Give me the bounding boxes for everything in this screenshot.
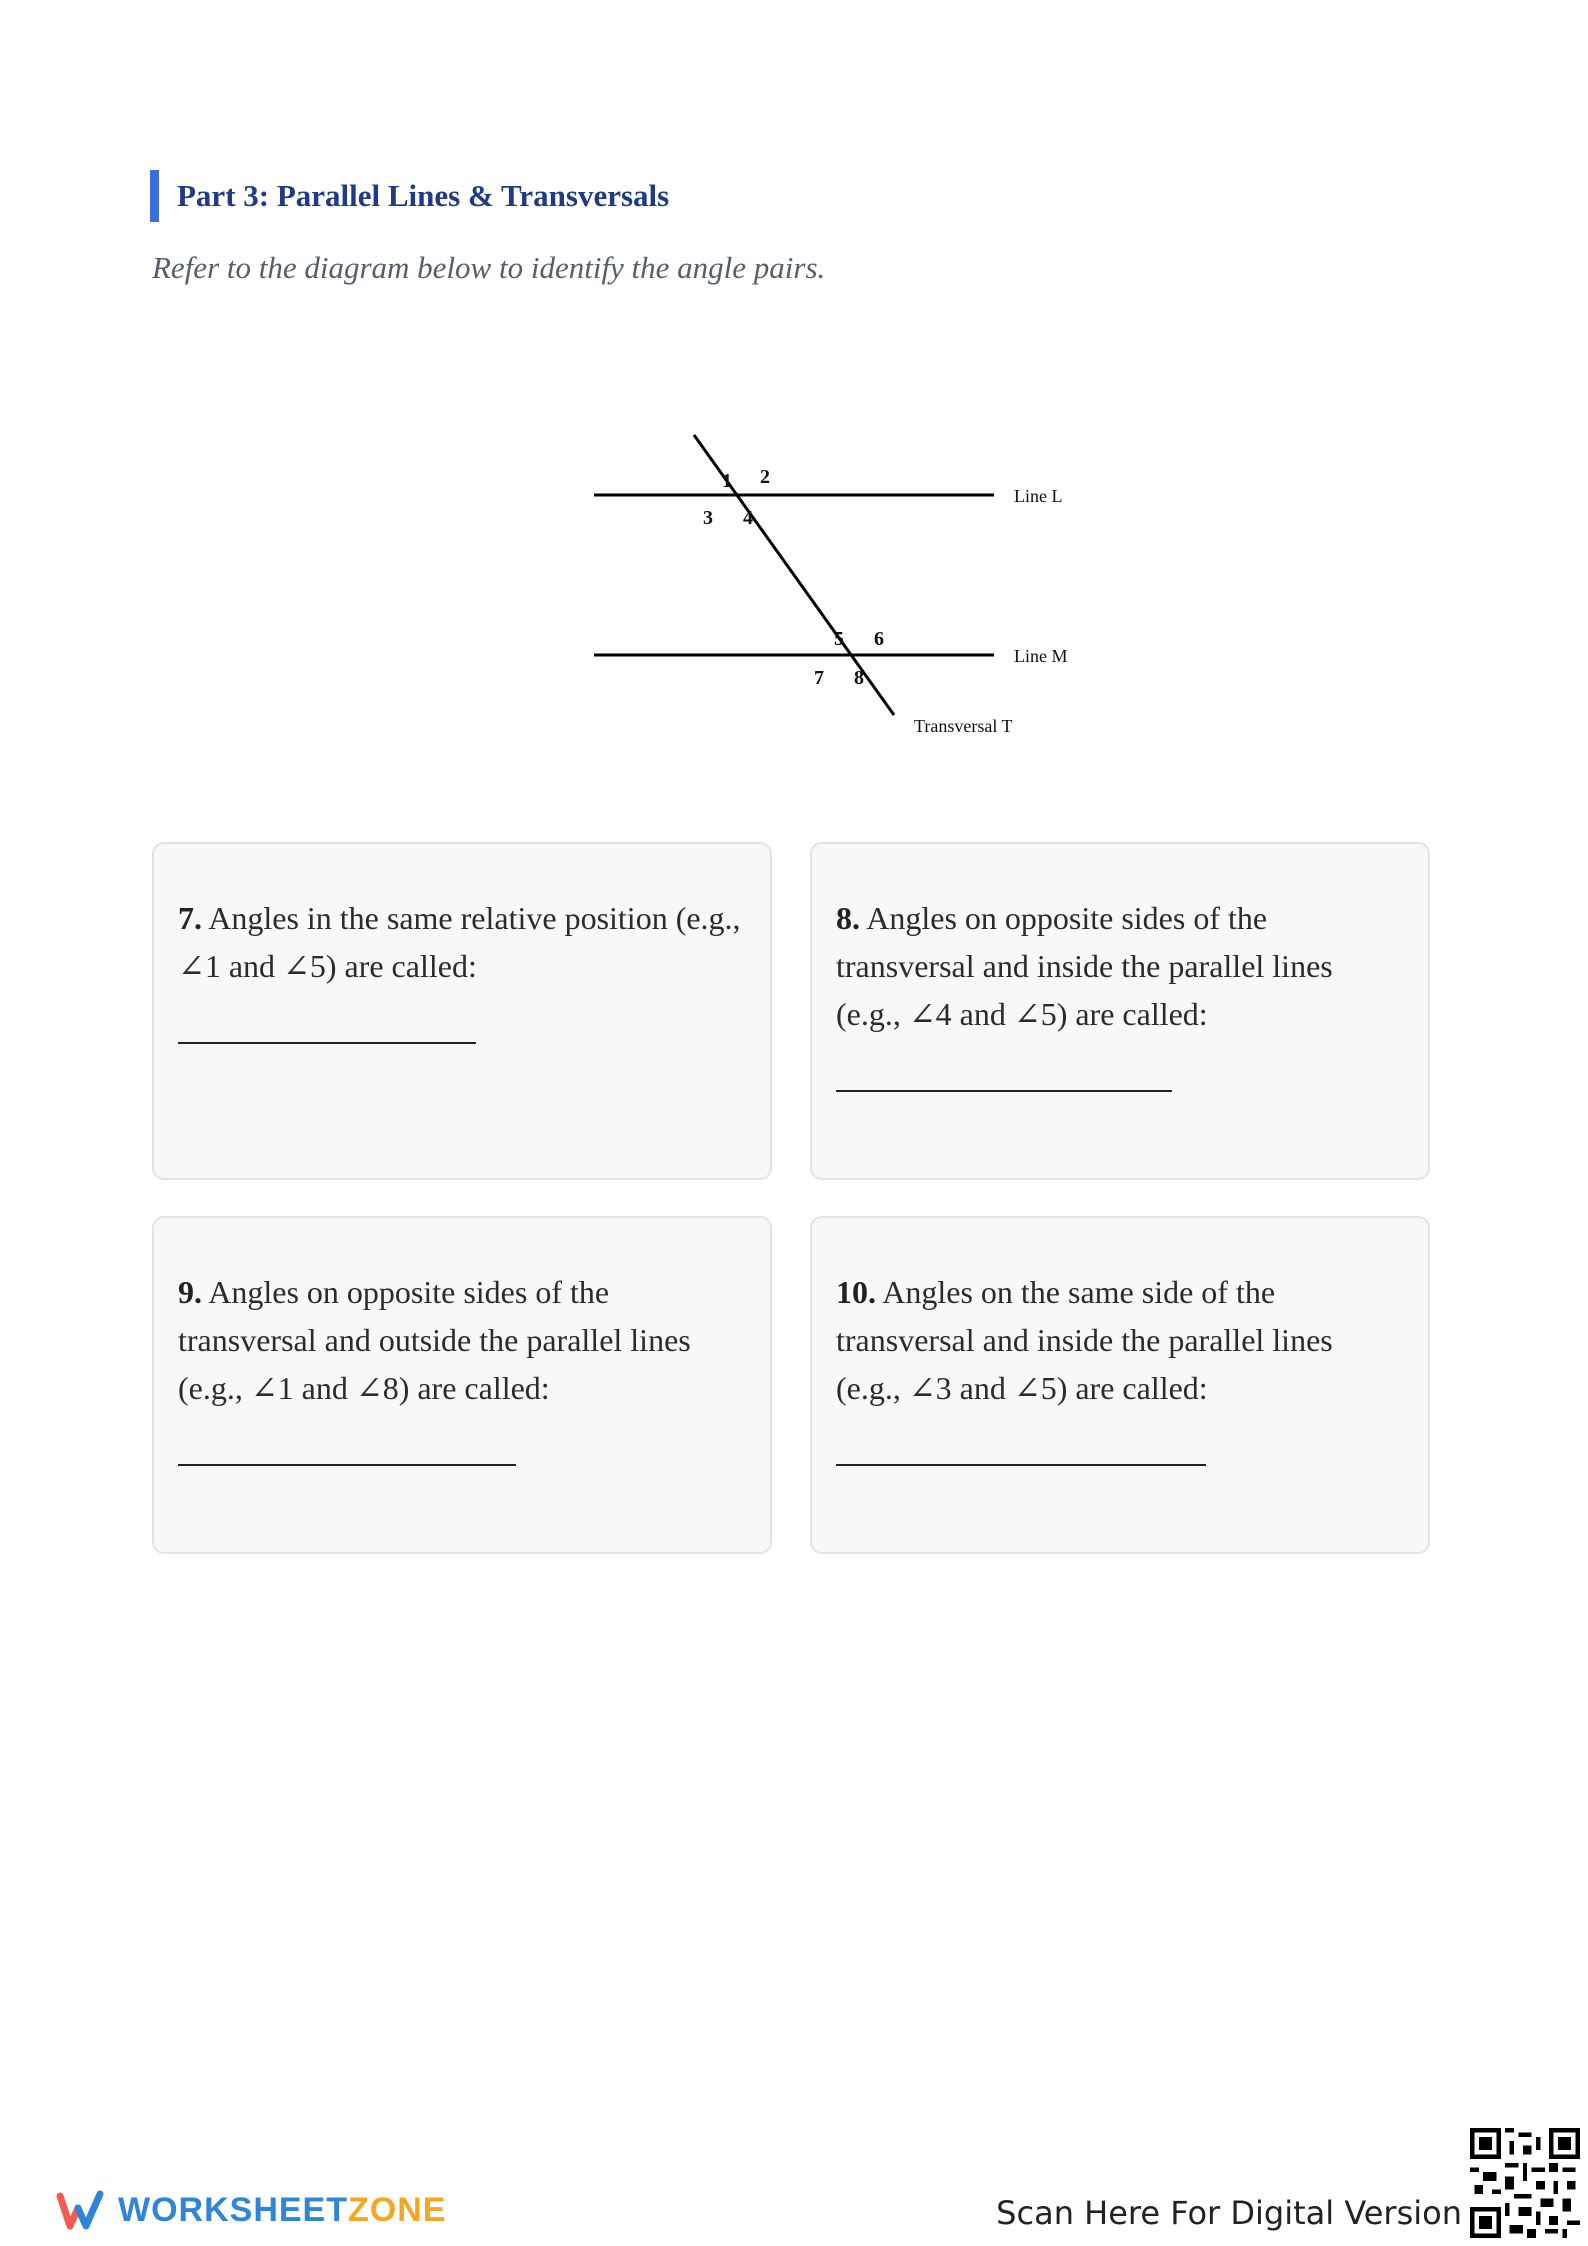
angle-3: 3: [703, 507, 713, 529]
qr-code-icon[interactable]: [1470, 2128, 1580, 2238]
question-9-text: 9. Angles on opposite sides of the transversal and outside the parallel lines (e.g., ∠1 and ∠8) are called:: [178, 1274, 691, 1406]
answer-blank-8[interactable]: [836, 1090, 1172, 1092]
question-card-10: [810, 1216, 1430, 1554]
angle-1: 1: [722, 470, 732, 492]
worksheetzone-logo[interactable]: [56, 2182, 446, 2238]
angle-6: 6: [874, 628, 884, 650]
angle-2: 2: [760, 466, 770, 488]
scan-text: Scan Here For Digital Version: [996, 2194, 1462, 2232]
question-10-text: 10. Angles on the same side of the transversal and inside the parallel lines (e.g., ∠3 and ∠5) are called:: [836, 1274, 1333, 1406]
question-9-number: 9.: [178, 1274, 202, 1310]
angle-4: 4: [743, 507, 753, 529]
angle-7: 7: [814, 667, 824, 689]
answer-blank-7[interactable]: [178, 1042, 476, 1044]
instructions: Refer to the diagram below to identify the angle pairs.: [152, 250, 826, 285]
angle-5: 5: [834, 628, 844, 650]
line-l-label: Line L: [1014, 486, 1063, 506]
logo-w-icon: [56, 2186, 104, 2234]
question-7-text: 7. Angles in the same relative position (e.g., ∠1 and ∠5) are called:: [178, 900, 741, 984]
question-card-9: [152, 1216, 772, 1554]
question-card-8: [810, 842, 1430, 1180]
question-10-number: 10.: [836, 1274, 876, 1310]
answer-blank-10[interactable]: [836, 1464, 1206, 1466]
section-title: Part 3: Parallel Lines & Transversals: [150, 170, 669, 222]
question-8-text: 8. Angles on opposite sides of the transversal and inside the parallel lines (e.g., ∠4 and ∠5) are called:: [836, 900, 1333, 1032]
line-m-label: Line M: [1014, 646, 1068, 666]
parallel-lines-diagram: [580, 420, 1100, 760]
brand-name: WORKSHEETZONE: [118, 2190, 447, 2229]
question-8-number: 8.: [836, 900, 860, 936]
answer-blank-9[interactable]: [178, 1464, 516, 1466]
transversal-label: Transversal T: [914, 716, 1013, 736]
angle-8: 8: [854, 667, 864, 689]
question-7-number: 7.: [178, 900, 202, 936]
question-card-7: [152, 842, 772, 1180]
